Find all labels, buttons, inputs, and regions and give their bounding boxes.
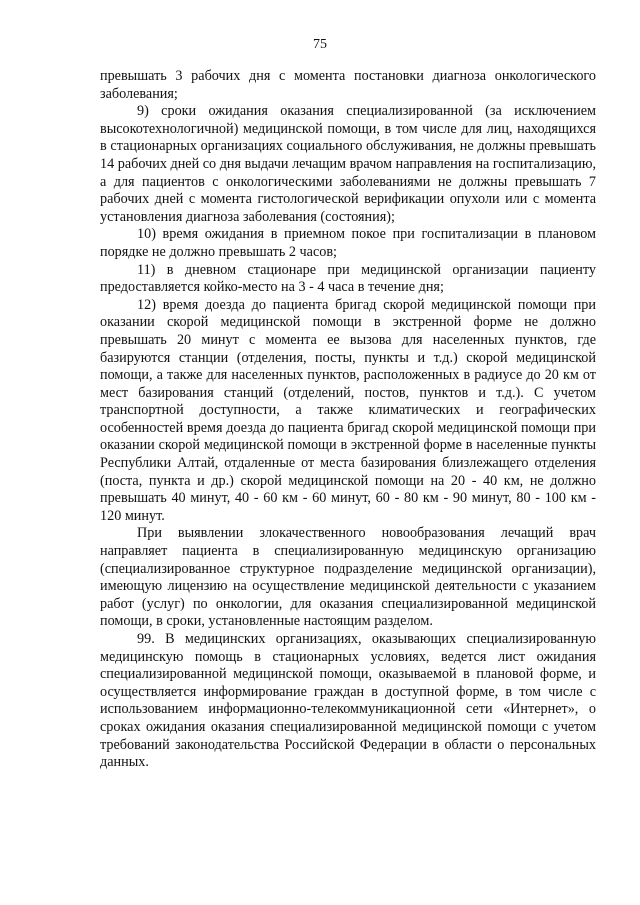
paragraph-item-11: 11) в дневном стационаре при медицинской организации пациенту предоставляется койко-место на 3 - 4 часа в течение дня; (100, 261, 596, 296)
paragraph-item-10: 10) время ожидания в приемном покое при госпитализации в плановом порядке не должно превышать 2 часов; (100, 226, 596, 260)
paragraph-item-12: 12) время доезда до пациента бригад скорой медицинской помощи при оказании скорой медицинской помощи в экстренной форме не должно превышать 20 минут с момента ее вызова для населенных пунктов, где базируются станции (отделения, посты, пункты и т.д.) скорой медицинской помощи, а также для населенных пунктов, расположенных в радиусе до 20 км от мест базирования станций (отделений, постов, пунктов и т.д.). С учетом транспортной доступности, а также климатических и географических особенностей время доезда до пациента бригад скорой медицинской помощи при оказании скорой медицинской помощи в экстренной форме в населенные пункты Республики Алтай, отдаленные от места базирования близлежащего отделения (поста, пункта и др.) скорой медицинской помощи на 20 - 40 км, не должно превышать 40 минут, 40 - 60 км - 60 минут, 60 - 80 км - 90 минут, 80 - 100 км - 120 минут. (100, 296, 596, 524)
paragraph-section-99: 99. В медицинских организациях, оказывающих специализированную медицинскую помощь в стационарных условиях, ведется лист ожидания специализированной медицинской помощи, оказываемой в плановой форме, и осуществляется информирование граждан в доступной форме, в том числе с использованием информационно-телекоммуникационной сети «Интернет», о сроках ожидания оказания специализированной медицинской помощи с учетом требований законодательства Российской Федерации в области о персональных данных. (100, 631, 596, 771)
paragraph-item-9: 9) сроки ожидания оказания специализированной (за исключением высокотехнологичной) медицинской помощи, в том числе для лиц, находящихся в стационарных организациях социального обслуживания, не должны превышать 14 рабочих дней со дня выдачи лечащим врачом направления на госпитализацию, а для пациентов с онкологическими заболеваниями не должны превышать 7 рабочих дней с момента гистологической верификации опухоли или с момента установления диагноза заболевания (состояния); (100, 103, 596, 225)
page-number: 75 (313, 37, 327, 52)
document-body (100, 68, 596, 772)
paragraph-oncology-referral: При выявлении злокачественного новообразования лечащий врач направляет пациента в специализированную медицинскую организацию (специализированное структурное подразделение медицинской организации), имеющую лицензию на осуществление медицинской деятельности с указанием работ (услуг) по онкологии, для оказания специализированной медицинской помощи, в сроки, установленные настоящим разделом. (100, 525, 596, 630)
paragraph-continuation: превышать 3 рабочих дня с момента постановки диагноза онкологического заболевания; (100, 68, 596, 102)
